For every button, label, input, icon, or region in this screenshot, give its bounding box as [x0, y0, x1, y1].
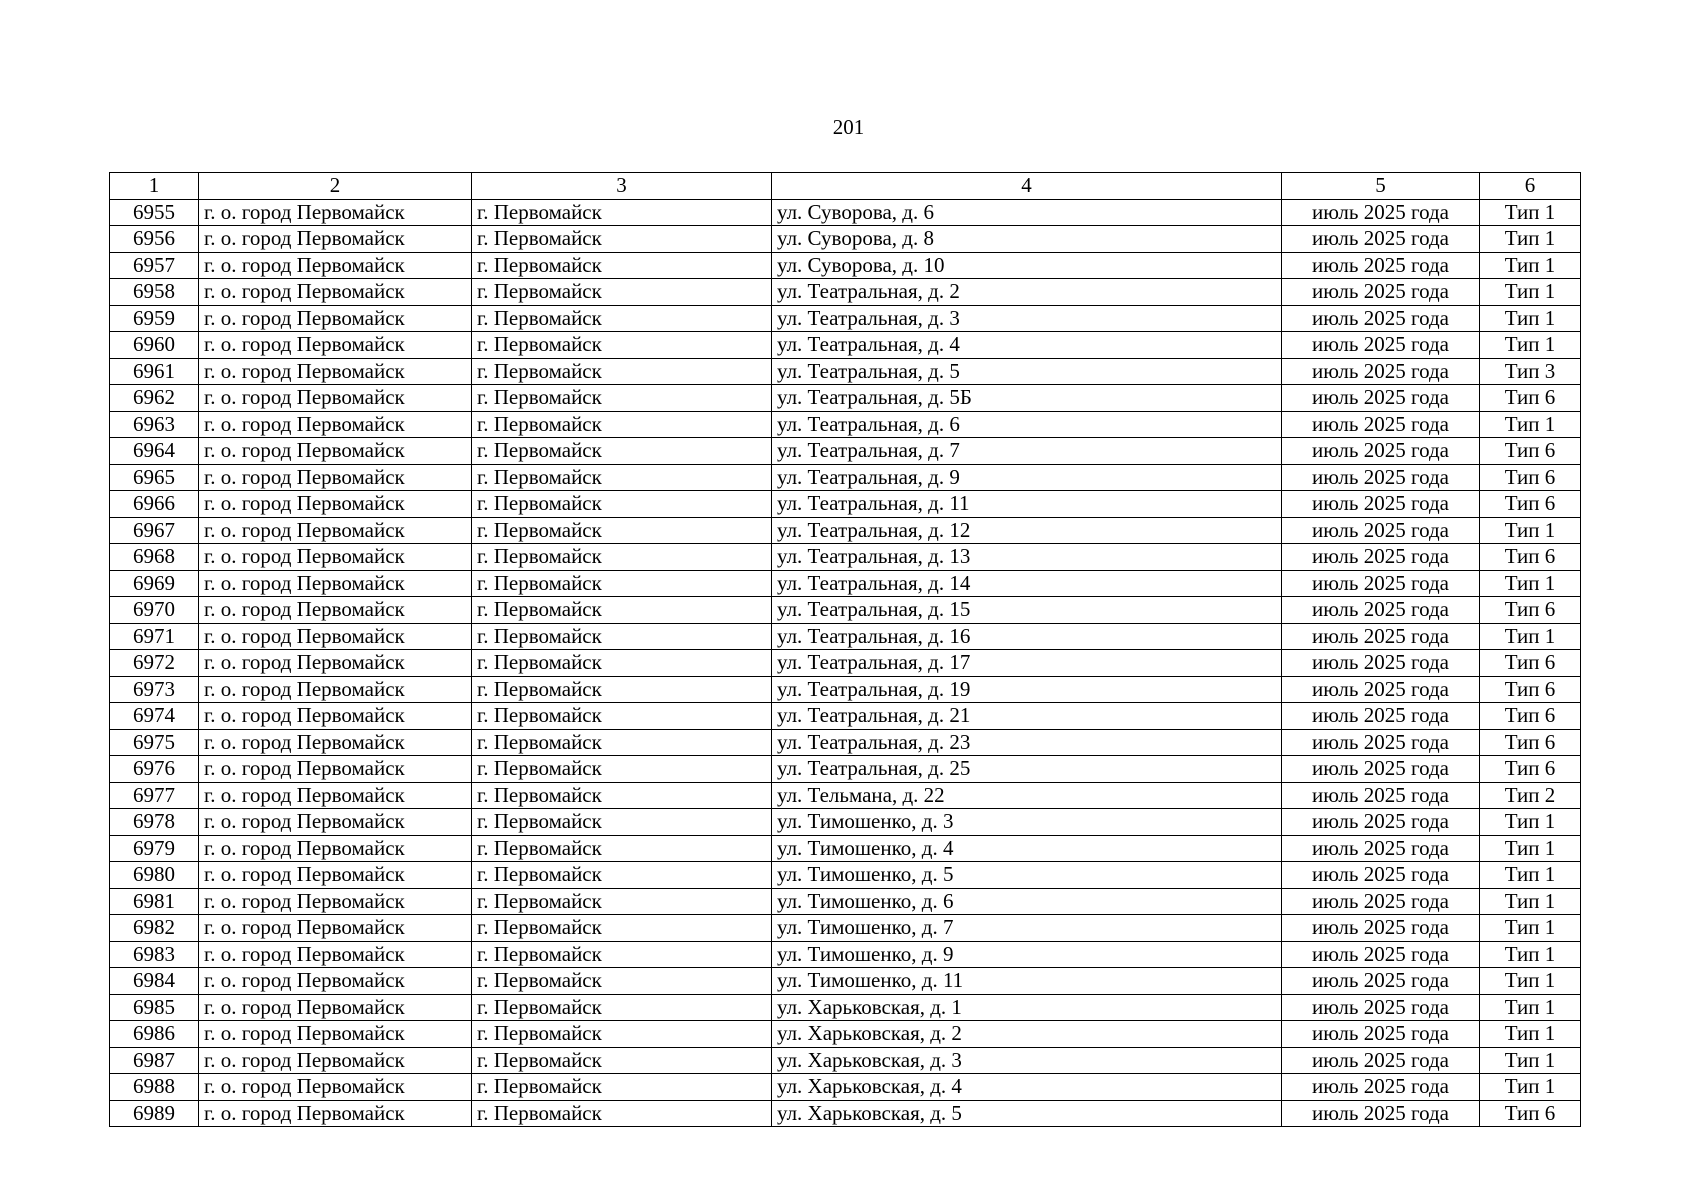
row-number-cell: 6985	[110, 994, 199, 1021]
district-cell: г. о. город Первомайск	[199, 729, 472, 756]
district-cell: г. о. город Первомайск	[199, 226, 472, 253]
type-cell: Тип 3	[1480, 358, 1581, 385]
address-cell: ул. Театральная, д. 7	[772, 438, 1282, 465]
table-row	[110, 411, 1581, 438]
table-row	[110, 809, 1581, 836]
settlement-cell: г. Первомайск	[472, 1074, 772, 1101]
row-number-cell: 6988	[110, 1074, 199, 1101]
type-cell: Тип 1	[1480, 570, 1581, 597]
period-cell: июль 2025 года	[1282, 517, 1480, 544]
type-cell: Тип 1	[1480, 809, 1581, 836]
address-cell: ул. Тимошенко, д. 6	[772, 888, 1282, 915]
district-cell: г. о. город Первомайск	[199, 597, 472, 624]
address-cell: ул. Театральная, д. 21	[772, 703, 1282, 730]
district-cell: г. о. город Первомайск	[199, 915, 472, 942]
district-cell: г. о. город Первомайск	[199, 1074, 472, 1101]
settlement-cell: г. Первомайск	[472, 756, 772, 783]
district-cell: г. о. город Первомайск	[199, 491, 472, 518]
row-number-cell: 6969	[110, 570, 199, 597]
row-number-cell: 6983	[110, 941, 199, 968]
period-cell: июль 2025 года	[1282, 597, 1480, 624]
district-cell: г. о. город Первомайск	[199, 332, 472, 359]
period-cell: июль 2025 года	[1282, 464, 1480, 491]
type-cell: Тип 6	[1480, 1100, 1581, 1127]
table-row	[110, 517, 1581, 544]
row-number-cell: 6975	[110, 729, 199, 756]
settlement-cell: г. Первомайск	[472, 385, 772, 412]
settlement-cell: г. Первомайск	[472, 199, 772, 226]
period-cell: июль 2025 года	[1282, 888, 1480, 915]
type-cell: Тип 1	[1480, 623, 1581, 650]
table-body	[110, 199, 1581, 1127]
settlement-cell: г. Первомайск	[472, 252, 772, 279]
type-cell: Тип 6	[1480, 703, 1581, 730]
table-row	[110, 358, 1581, 385]
row-number-cell: 6960	[110, 332, 199, 359]
table-row	[110, 544, 1581, 571]
period-cell: июль 2025 года	[1282, 1074, 1480, 1101]
row-number-cell: 6963	[110, 411, 199, 438]
address-cell: ул. Суворова, д. 8	[772, 226, 1282, 253]
table-row	[110, 994, 1581, 1021]
period-cell: июль 2025 года	[1282, 782, 1480, 809]
row-number-cell: 6955	[110, 199, 199, 226]
settlement-cell: г. Первомайск	[472, 1100, 772, 1127]
address-cell: ул. Тельмана, д. 22	[772, 782, 1282, 809]
district-cell: г. о. город Первомайск	[199, 650, 472, 677]
period-cell: июль 2025 года	[1282, 1021, 1480, 1048]
row-number-cell: 6967	[110, 517, 199, 544]
settlement-cell: г. Первомайск	[472, 358, 772, 385]
period-cell: июль 2025 года	[1282, 570, 1480, 597]
table-row	[110, 279, 1581, 306]
settlement-cell: г. Первомайск	[472, 862, 772, 889]
district-cell: г. о. город Первомайск	[199, 1100, 472, 1127]
table-row	[110, 782, 1581, 809]
address-cell: ул. Театральная, д. 2	[772, 279, 1282, 306]
district-cell: г. о. город Первомайск	[199, 358, 472, 385]
row-number-cell: 6966	[110, 491, 199, 518]
row-number-cell: 6984	[110, 968, 199, 995]
type-cell: Тип 6	[1480, 729, 1581, 756]
address-cell: ул. Харьковская, д. 3	[772, 1047, 1282, 1074]
district-cell: г. о. город Первомайск	[199, 199, 472, 226]
district-cell: г. о. город Первомайск	[199, 623, 472, 650]
district-cell: г. о. город Первомайск	[199, 756, 472, 783]
period-cell: июль 2025 года	[1282, 676, 1480, 703]
period-cell: июль 2025 года	[1282, 438, 1480, 465]
type-cell: Тип 1	[1480, 199, 1581, 226]
period-cell: июль 2025 года	[1282, 1100, 1480, 1127]
type-cell: Тип 1	[1480, 994, 1581, 1021]
address-cell: ул. Театральная, д. 17	[772, 650, 1282, 677]
period-cell: июль 2025 года	[1282, 199, 1480, 226]
district-cell: г. о. город Первомайск	[199, 305, 472, 332]
settlement-cell: г. Первомайск	[472, 968, 772, 995]
period-cell: июль 2025 года	[1282, 809, 1480, 836]
settlement-cell: г. Первомайск	[472, 464, 772, 491]
address-cell: ул. Театральная, д. 9	[772, 464, 1282, 491]
settlement-cell: г. Первомайск	[472, 650, 772, 677]
address-cell: ул. Суворова, д. 10	[772, 252, 1282, 279]
row-number-cell: 6973	[110, 676, 199, 703]
row-number-cell: 6974	[110, 703, 199, 730]
type-cell: Тип 1	[1480, 968, 1581, 995]
address-cell: ул. Театральная, д. 11	[772, 491, 1282, 518]
column-header-2: 2	[199, 173, 472, 200]
address-cell: ул. Театральная, д. 14	[772, 570, 1282, 597]
period-cell: июль 2025 года	[1282, 835, 1480, 862]
table-row	[110, 862, 1581, 889]
table-row	[110, 332, 1581, 359]
table-row	[110, 1047, 1581, 1074]
type-cell: Тип 6	[1480, 491, 1581, 518]
row-number-cell: 6962	[110, 385, 199, 412]
settlement-cell: г. Первомайск	[472, 226, 772, 253]
district-cell: г. о. город Первомайск	[199, 809, 472, 836]
type-cell: Тип 1	[1480, 332, 1581, 359]
period-cell: июль 2025 года	[1282, 1047, 1480, 1074]
settlement-cell: г. Первомайск	[472, 915, 772, 942]
table-row	[110, 305, 1581, 332]
address-cell: ул. Тимошенко, д. 7	[772, 915, 1282, 942]
type-cell: Тип 1	[1480, 1047, 1581, 1074]
address-cell: ул. Театральная, д. 4	[772, 332, 1282, 359]
address-cell: ул. Тимошенко, д. 5	[772, 862, 1282, 889]
row-number-cell: 6980	[110, 862, 199, 889]
row-number-cell: 6959	[110, 305, 199, 332]
settlement-cell: г. Первомайск	[472, 729, 772, 756]
period-cell: июль 2025 года	[1282, 491, 1480, 518]
table-row	[110, 968, 1581, 995]
row-number-cell: 6964	[110, 438, 199, 465]
table-row	[110, 729, 1581, 756]
table-row	[110, 676, 1581, 703]
address-cell: ул. Тимошенко, д. 4	[772, 835, 1282, 862]
table-row	[110, 703, 1581, 730]
type-cell: Тип 1	[1480, 279, 1581, 306]
type-cell: Тип 1	[1480, 941, 1581, 968]
address-cell: ул. Харьковская, д. 4	[772, 1074, 1282, 1101]
address-cell: ул. Тимошенко, д. 11	[772, 968, 1282, 995]
type-cell: Тип 1	[1480, 517, 1581, 544]
district-cell: г. о. город Первомайск	[199, 411, 472, 438]
column-header-3: 3	[472, 173, 772, 200]
settlement-cell: г. Первомайск	[472, 835, 772, 862]
row-number-cell: 6989	[110, 1100, 199, 1127]
row-number-cell: 6987	[110, 1047, 199, 1074]
column-header-1: 1	[110, 173, 199, 200]
address-cell: ул. Харьковская, д. 1	[772, 994, 1282, 1021]
period-cell: июль 2025 года	[1282, 756, 1480, 783]
district-cell: г. о. город Первомайск	[199, 517, 472, 544]
address-cell: ул. Тимошенко, д. 3	[772, 809, 1282, 836]
row-number-cell: 6977	[110, 782, 199, 809]
district-cell: г. о. город Первомайск	[199, 676, 472, 703]
district-cell: г. о. город Первомайск	[199, 385, 472, 412]
type-cell: Тип 6	[1480, 438, 1581, 465]
period-cell: июль 2025 года	[1282, 623, 1480, 650]
district-cell: г. о. город Первомайск	[199, 703, 472, 730]
table-row	[110, 491, 1581, 518]
period-cell: июль 2025 года	[1282, 279, 1480, 306]
address-cell: ул. Театральная, д. 12	[772, 517, 1282, 544]
row-number-cell: 6979	[110, 835, 199, 862]
period-cell: июль 2025 года	[1282, 358, 1480, 385]
settlement-cell: г. Первомайск	[472, 332, 772, 359]
row-number-cell: 6968	[110, 544, 199, 571]
column-header-6: 6	[1480, 173, 1581, 200]
type-cell: Тип 1	[1480, 305, 1581, 332]
row-number-cell: 6986	[110, 1021, 199, 1048]
type-cell: Тип 6	[1480, 464, 1581, 491]
address-cell: ул. Театральная, д. 15	[772, 597, 1282, 624]
type-cell: Тип 6	[1480, 676, 1581, 703]
district-cell: г. о. город Первомайск	[199, 941, 472, 968]
period-cell: июль 2025 года	[1282, 252, 1480, 279]
table-row	[110, 1100, 1581, 1127]
district-cell: г. о. город Первомайск	[199, 279, 472, 306]
table-row	[110, 597, 1581, 624]
type-cell: Тип 2	[1480, 782, 1581, 809]
settlement-cell: г. Первомайск	[472, 941, 772, 968]
row-number-cell: 6965	[110, 464, 199, 491]
type-cell: Тип 1	[1480, 862, 1581, 889]
row-number-cell: 6982	[110, 915, 199, 942]
settlement-cell: г. Первомайск	[472, 1047, 772, 1074]
period-cell: июль 2025 года	[1282, 915, 1480, 942]
settlement-cell: г. Первомайск	[472, 517, 772, 544]
address-cell: ул. Театральная, д. 3	[772, 305, 1282, 332]
district-cell: г. о. город Первомайск	[199, 1047, 472, 1074]
row-number-cell: 6971	[110, 623, 199, 650]
type-cell: Тип 1	[1480, 1074, 1581, 1101]
table-header-row	[110, 173, 1581, 200]
period-cell: июль 2025 года	[1282, 226, 1480, 253]
type-cell: Тип 6	[1480, 597, 1581, 624]
district-cell: г. о. город Первомайск	[199, 252, 472, 279]
period-cell: июль 2025 года	[1282, 994, 1480, 1021]
district-cell: г. о. город Первомайск	[199, 968, 472, 995]
address-cell: ул. Театральная, д. 23	[772, 729, 1282, 756]
table-row	[110, 1074, 1581, 1101]
table-row	[110, 835, 1581, 862]
address-cell: ул. Театральная, д. 13	[772, 544, 1282, 571]
row-number-cell: 6981	[110, 888, 199, 915]
type-cell: Тип 6	[1480, 756, 1581, 783]
period-cell: июль 2025 года	[1282, 862, 1480, 889]
address-cell: ул. Театральная, д. 6	[772, 411, 1282, 438]
table-row	[110, 438, 1581, 465]
address-cell: ул. Театральная, д. 25	[772, 756, 1282, 783]
row-number-cell: 6978	[110, 809, 199, 836]
district-cell: г. о. город Первомайск	[199, 570, 472, 597]
schedule-table	[109, 172, 1581, 1127]
type-cell: Тип 1	[1480, 411, 1581, 438]
settlement-cell: г. Первомайск	[472, 994, 772, 1021]
type-cell: Тип 6	[1480, 650, 1581, 677]
address-cell: ул. Театральная, д. 5	[772, 358, 1282, 385]
address-cell: ул. Театральная, д. 16	[772, 623, 1282, 650]
period-cell: июль 2025 года	[1282, 703, 1480, 730]
row-number-cell: 6972	[110, 650, 199, 677]
district-cell: г. о. город Первомайск	[199, 994, 472, 1021]
district-cell: г. о. город Первомайск	[199, 544, 472, 571]
table-row	[110, 623, 1581, 650]
type-cell: Тип 1	[1480, 252, 1581, 279]
period-cell: июль 2025 года	[1282, 544, 1480, 571]
settlement-cell: г. Первомайск	[472, 1021, 772, 1048]
table-row	[110, 252, 1581, 279]
settlement-cell: г. Первомайск	[472, 782, 772, 809]
period-cell: июль 2025 года	[1282, 411, 1480, 438]
row-number-cell: 6970	[110, 597, 199, 624]
row-number-cell: 6957	[110, 252, 199, 279]
settlement-cell: г. Первомайск	[472, 279, 772, 306]
district-cell: г. о. город Первомайск	[199, 782, 472, 809]
type-cell: Тип 1	[1480, 1021, 1581, 1048]
district-cell: г. о. город Первомайск	[199, 464, 472, 491]
table-row	[110, 570, 1581, 597]
table-row	[110, 464, 1581, 491]
settlement-cell: г. Первомайск	[472, 597, 772, 624]
settlement-cell: г. Первомайск	[472, 676, 772, 703]
table-row	[110, 385, 1581, 412]
settlement-cell: г. Первомайск	[472, 888, 772, 915]
settlement-cell: г. Первомайск	[472, 491, 772, 518]
settlement-cell: г. Первомайск	[472, 623, 772, 650]
district-cell: г. о. город Первомайск	[199, 888, 472, 915]
type-cell: Тип 1	[1480, 226, 1581, 253]
type-cell: Тип 1	[1480, 888, 1581, 915]
period-cell: июль 2025 года	[1282, 332, 1480, 359]
period-cell: июль 2025 года	[1282, 385, 1480, 412]
type-cell: Тип 1	[1480, 915, 1581, 942]
period-cell: июль 2025 года	[1282, 305, 1480, 332]
settlement-cell: г. Первомайск	[472, 809, 772, 836]
type-cell: Тип 6	[1480, 544, 1581, 571]
district-cell: г. о. город Первомайск	[199, 835, 472, 862]
type-cell: Тип 6	[1480, 385, 1581, 412]
table-row	[110, 650, 1581, 677]
table-row	[110, 888, 1581, 915]
period-cell: июль 2025 года	[1282, 941, 1480, 968]
page-number: 201	[832, 115, 865, 139]
settlement-cell: г. Первомайск	[472, 305, 772, 332]
settlement-cell: г. Первомайск	[472, 411, 772, 438]
column-header-5: 5	[1282, 173, 1480, 200]
address-cell: ул. Театральная, д. 5Б	[772, 385, 1282, 412]
district-cell: г. о. город Первомайск	[199, 1021, 472, 1048]
district-cell: г. о. город Первомайск	[199, 862, 472, 889]
table-row	[110, 226, 1581, 253]
row-number-cell: 6961	[110, 358, 199, 385]
period-cell: июль 2025 года	[1282, 729, 1480, 756]
address-cell: ул. Харьковская, д. 5	[772, 1100, 1282, 1127]
settlement-cell: г. Первомайск	[472, 438, 772, 465]
table-row	[110, 199, 1581, 226]
address-cell: ул. Харьковская, д. 2	[772, 1021, 1282, 1048]
row-number-cell: 6958	[110, 279, 199, 306]
table-row	[110, 756, 1581, 783]
settlement-cell: г. Первомайск	[472, 570, 772, 597]
address-cell: ул. Тимошенко, д. 9	[772, 941, 1282, 968]
column-header-4: 4	[772, 173, 1282, 200]
type-cell: Тип 1	[1480, 835, 1581, 862]
settlement-cell: г. Первомайск	[472, 703, 772, 730]
period-cell: июль 2025 года	[1282, 650, 1480, 677]
table-row	[110, 941, 1581, 968]
address-cell: ул. Суворова, д. 6	[772, 199, 1282, 226]
row-number-cell: 6956	[110, 226, 199, 253]
table-row	[110, 915, 1581, 942]
row-number-cell: 6976	[110, 756, 199, 783]
address-cell: ул. Театральная, д. 19	[772, 676, 1282, 703]
settlement-cell: г. Первомайск	[472, 544, 772, 571]
period-cell: июль 2025 года	[1282, 968, 1480, 995]
district-cell: г. о. город Первомайск	[199, 438, 472, 465]
table-row	[110, 1021, 1581, 1048]
